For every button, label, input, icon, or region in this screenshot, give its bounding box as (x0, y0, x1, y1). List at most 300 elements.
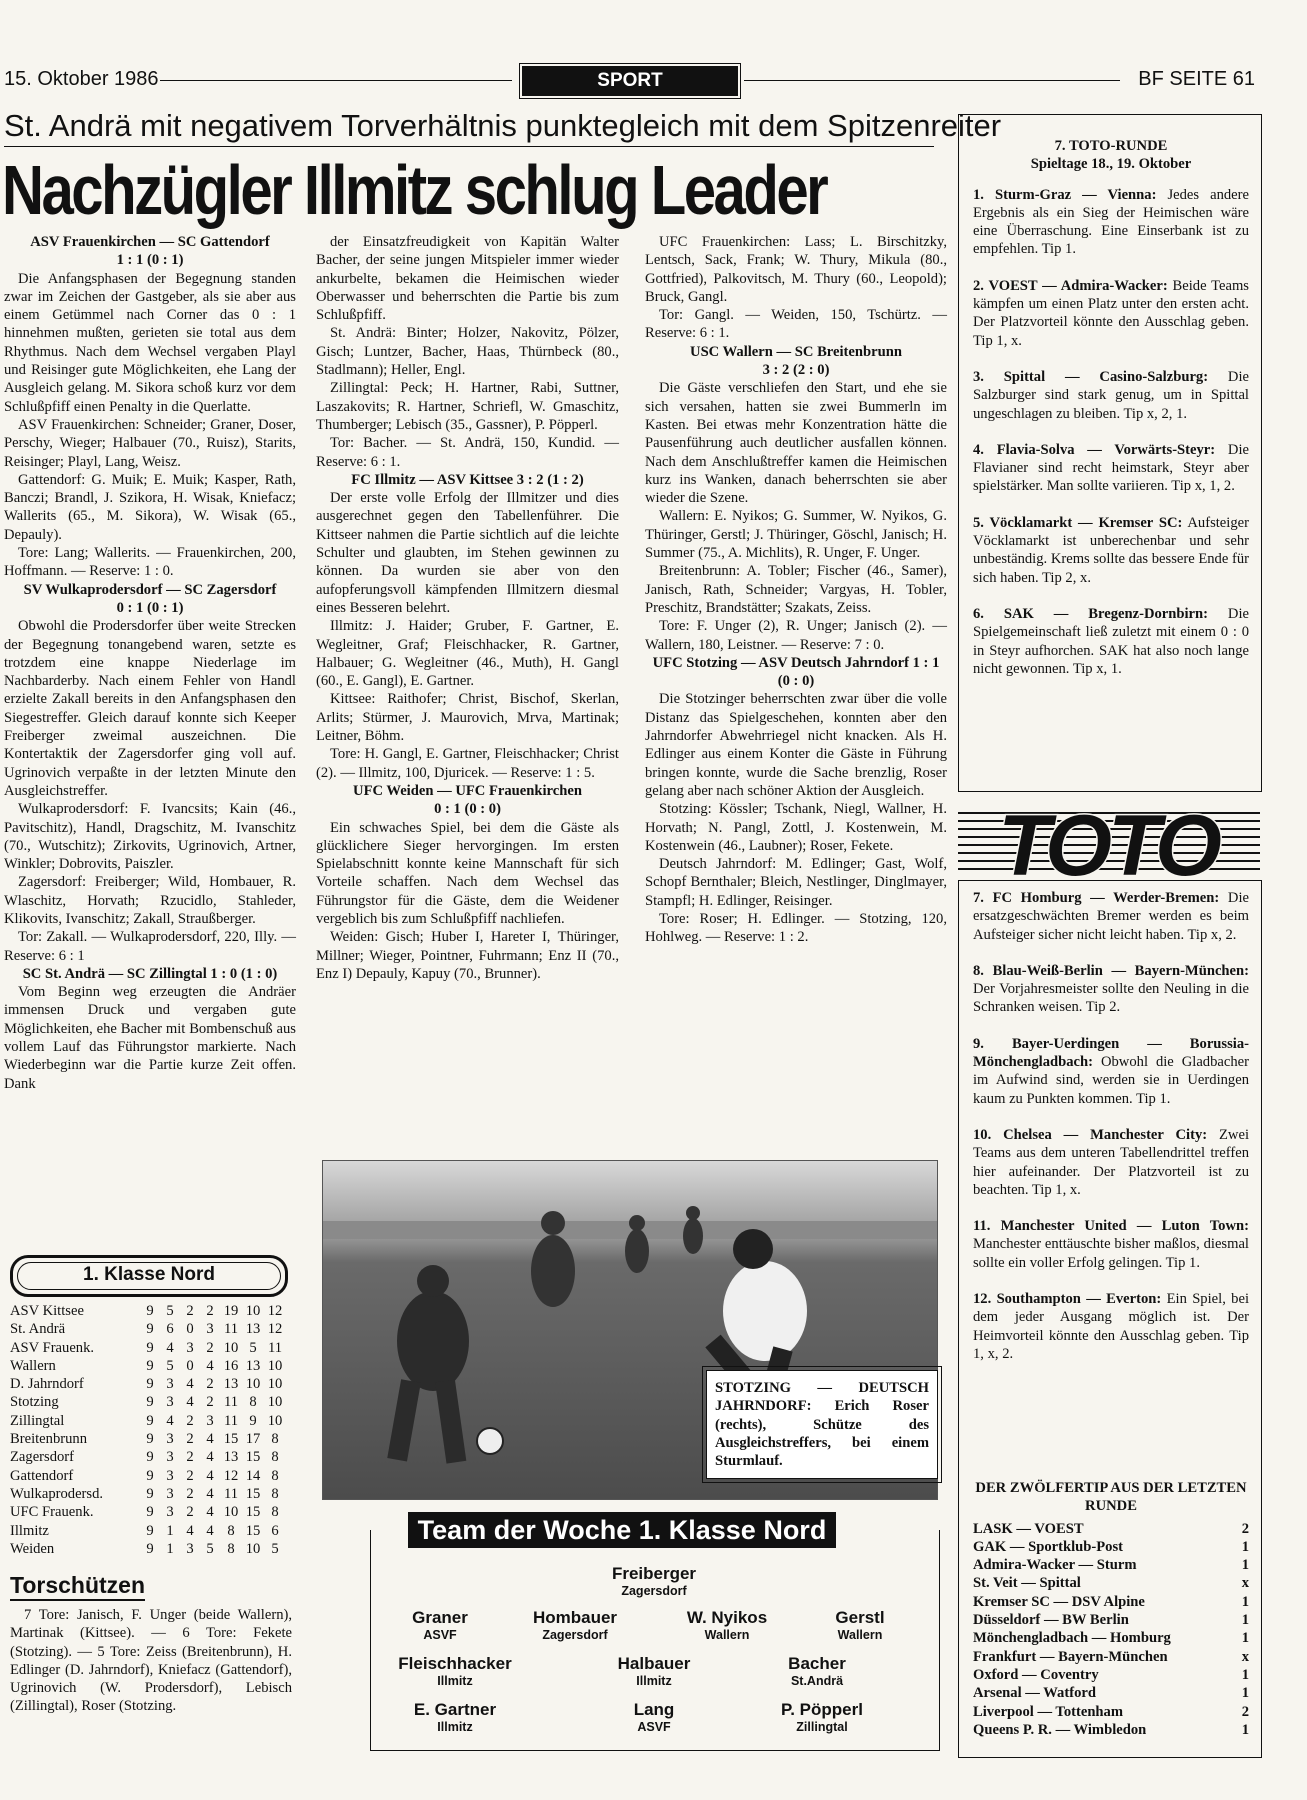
team-stat: 2 (186, 1485, 194, 1502)
standings-row (10, 1540, 286, 1558)
toto-tip (973, 889, 1249, 944)
team-stat: 8 (249, 1394, 257, 1411)
header-rule-right (744, 80, 1120, 81)
twelve-tip-result: 1 (1241, 1557, 1249, 1574)
team-stat: 15 (245, 1449, 261, 1466)
match-title: FC Illmitz — ASV Kittsee 3 : 2 (1 : 2) (351, 471, 584, 488)
toto-tips-bottom (973, 889, 1249, 1381)
team-stat: 16 (223, 1357, 239, 1374)
lineup: Wulkaprodersdorf: F. Ivancsits; Kain (46., Pavitschitz), Handl, Dragschitz, M. Ivanschitz (70., Wutschitz); Zirkovits, Ugrinovich, Artner, Winkler; Dobrovits, Paiszler. (4, 801, 296, 873)
team-stat: 4 (206, 1504, 214, 1521)
standings-title-box (10, 1255, 288, 1297)
toto-round-dates: Spieltage 18., 19. Oktober (1030, 156, 1192, 173)
team-stat: 3 (186, 1540, 194, 1557)
match-goals: Tor: Zakall. — Wulkaprodersdorf, 220, Illy. — Reserve: 6 : 1 (4, 929, 296, 964)
match-goals: Tore: Roser; H. Edlinger. — Stotzing, 120, Hohlweg. — Reserve: 1 : 2. (645, 910, 947, 946)
team-name: Zagersdorf (10, 1449, 75, 1466)
lineup: Wallern: E. Nyikos; G. Summer, W. Nyikos, G. Thüringer, Gerstl; J. Thüringer, Göschl, Janisch; H. Summer (75., A. Michlits), R. Unger, F. Unger. (645, 508, 947, 562)
player-name: Graner (412, 1608, 468, 1627)
article-column-2 (316, 233, 619, 983)
team-name: Weiden (10, 1540, 55, 1557)
twelve-tip-row (973, 1648, 1249, 1666)
toto-tip-match: 1. Sturm-Graz — Vienna: (973, 186, 1157, 203)
team-stat: 9 (146, 1321, 154, 1338)
team-stat: 9 (146, 1449, 154, 1466)
team-stat: 11 (267, 1339, 283, 1356)
toto-tip-text: Aufsteiger Vöcklamarkt ist unberechenbar und sehr unbeständig. Krems sollte das bessere Ende für sich haben. Tip 2, x. (973, 514, 1249, 586)
toto-tip (973, 1217, 1249, 1272)
team-stat: 3 (166, 1467, 174, 1484)
twelve-tip-result: 1 (1241, 1666, 1249, 1683)
team-stat: 9 (146, 1467, 154, 1484)
lineup: Zagersdorf: Freiberger; Wild, Hombauer, R. Wlaschitz, Horvath; Rzucidlo, Stahleder, Klikovits, Ivanschitz; Zakall, Straußberger. (4, 874, 296, 927)
toto-logo-graphic (958, 795, 1260, 880)
lineup: Weiden: Gisch; Huber I, Hareter I, Thüringer, Millner; Wieger, Pointner, Fuhrmann; Enz II (70., Enz I) Depauly, Kapuy (70., Brunner). (316, 929, 619, 982)
team-stat: 5 (206, 1540, 214, 1557)
player-club: Zagersdorf (542, 1628, 608, 1642)
player-club: Wallern (837, 1628, 883, 1642)
team-of-week-title: Team der Woche 1. Klasse Nord (408, 1512, 836, 1548)
twelve-tip-match: Admira-Wacker — Sturm (973, 1557, 1137, 1574)
twelve-tip-row (973, 1520, 1249, 1538)
toto-tip (973, 514, 1249, 587)
team-stat: 9 (146, 1522, 154, 1539)
match-goals: Tore: F. Unger (2), R. Unger; Janisch (2). — Wallern, 180, Leistner. — Reserve: 7 : 0. (645, 618, 947, 653)
team-stat: 8 (271, 1431, 279, 1448)
player-club: ASVF (423, 1628, 457, 1642)
team-stat: 2 (186, 1467, 194, 1484)
twelve-tip-match: Kremser SC — DSV Alpine (973, 1593, 1145, 1610)
team-stat: 3 (166, 1485, 174, 1502)
toto-tip-match: 2. VOEST — Admira-Wacker: (973, 277, 1168, 294)
standings-table (10, 1302, 286, 1558)
toto-box-bottom (958, 880, 1262, 1758)
player-card (370, 1700, 540, 1734)
toto-tip-text: Beide Teams kämpfen um einen Platz unter den ersten acht. Der Platzvorteil könnte den Ausschlag geben. Tip 1, x. (973, 277, 1249, 349)
standings-row (10, 1320, 286, 1338)
twelve-tip-result: 1 (1241, 1538, 1249, 1555)
team-stat: 3 (166, 1376, 174, 1393)
team-stat: 4 (186, 1522, 194, 1539)
player-card (370, 1654, 540, 1688)
standings-row (10, 1503, 286, 1521)
standings-row (10, 1467, 286, 1485)
toto-tip-text: Die ersatzgeschwächten Bremer werden es beim Aufsteiger sicher nicht leicht haben. Tip x, 2. (973, 890, 1249, 943)
team-name: Breitenbrunn (10, 1431, 88, 1448)
toto-tip-text: Manchester enttäuschte bisher maßlos, diesmal sollte ein voller Erfolg gelingen. Tip 1. (973, 1236, 1249, 1271)
team-stat: 3 (206, 1321, 214, 1338)
player-card (370, 1608, 510, 1642)
match-title: UFC Stotzing — ASV Deutsch Jahrndorf 1 : 1 (0 : 0) (652, 654, 940, 690)
team-name: UFC Frauenk. (10, 1504, 94, 1521)
player-card (500, 1608, 650, 1642)
photo-caption: STOTZING — DEUTSCH JAHRNDORF: Erich Roser (rechts), Schütze des Ausgleichstreffers, bei einem Sturmlauf. (706, 1370, 938, 1479)
team-stat: 9 (146, 1376, 154, 1393)
standings-row (10, 1448, 286, 1466)
player-club: Zagersdorf (621, 1584, 687, 1598)
player-name: Fleischhacker (398, 1654, 512, 1673)
team-stat: 13 (223, 1376, 239, 1393)
twelve-tip-match: GAK — Sportklub-Post (973, 1538, 1124, 1555)
match-title: SV Wulkaprodersdorf — SC Zagersdorf (23, 581, 277, 598)
twelve-tip-result: 1 (1241, 1630, 1249, 1647)
section-label: SPORT (522, 66, 738, 96)
match-title: SC St. Andrä — SC Zillingtal 1 : 0 (1 : 0) (22, 965, 278, 982)
player-name: W. Nyikos (686, 1608, 768, 1627)
team-stat: 5 (166, 1303, 174, 1319)
twelve-tip-match: St. Veit — Spittal (973, 1575, 1081, 1592)
player-name: Freiberger (611, 1564, 697, 1583)
header-rule-left (160, 80, 512, 81)
standings-row (10, 1339, 286, 1357)
team-name: Gattendorf (10, 1467, 74, 1484)
twelve-tip-match: Arsenal — Watford (973, 1685, 1096, 1702)
match-goals: Tor: Bacher. — St. Andrä, 150, Kundid. — Reserve: 6 : 1. (316, 435, 619, 470)
twelve-tip-result: 2 (1241, 1520, 1249, 1537)
player-club: Illmitz (437, 1674, 473, 1688)
team-stat: 10 (267, 1376, 283, 1393)
team-stat: 2 (186, 1412, 194, 1429)
toto-tip-match: 5. Vöcklamarkt — Kremser SC: (973, 514, 1183, 531)
team-stat: 8 (271, 1485, 279, 1502)
team-stat: 19 (223, 1303, 239, 1319)
page-number: BF SEITE 61 (1138, 68, 1255, 90)
team-stat: 10 (245, 1376, 261, 1393)
team-stat: 10 (267, 1412, 283, 1429)
scorers-list (10, 1606, 292, 1716)
scorers-text: 7 Tore: Janisch, F. Unger (beide Wallern), Martinak (Kittsee). — 6 Tore: Fekete (Stotzing). — 5 Tore: Zeiss (Breitenbrunn), H. Edlinger (D. Jahrndorf), Kniefacz (Gattendorf), Ugrinovich (W. Prodersdorf), Lebisch (Zillingtal), Roser (Stotzing. (10, 1607, 292, 1715)
player-club: St.Andrä (790, 1674, 844, 1688)
twelve-tip-row (973, 1593, 1249, 1611)
toto-tip-match: 4. Flavia-Solva — Vorwärts-Steyr: (973, 441, 1216, 458)
team-stat: 12 (267, 1321, 283, 1338)
match-report: Obwohl die Prodersdorfer über weite Strecken der Begegnung tonangebend waren, setzte es trotzdem eine knappe Niederlage im Nachbarderby. Nach einem Fehler von Handl erzielte Zakall bereits in den Anfangsphasen den Siegestreffer. Gleich darauf konnte sich Keeper Freiberger zweimal auszeichnen. Die Kontertaktik der Zagersdorfer ging voll auf. Ugrinovich verpaßte in der letzten Minute den Ausgleichstreffer. (4, 618, 296, 799)
toto-tip (973, 1290, 1249, 1363)
player-name: Bacher (788, 1654, 846, 1673)
toto-round-title: 7. TOTO-RUNDE (1054, 138, 1168, 154)
toto-tip-match: 3. Spittal — Casino-Salzburg: (973, 368, 1209, 385)
toto-tip-text: Ein Spiel, bei dem jeder Ausgang möglich ist. Der Heimvorteil könnte den Ausschlag geben. Tip 1, x, 2. (973, 1291, 1249, 1362)
team-stat: 4 (206, 1522, 214, 1539)
team-stat: 11 (223, 1485, 239, 1502)
team-stat: 12 (223, 1467, 239, 1484)
twelve-tip-row (973, 1666, 1249, 1684)
team-stat: 4 (166, 1339, 174, 1356)
team-stat: 5 (166, 1357, 174, 1374)
team-stat: 4 (166, 1412, 174, 1429)
twelve-tip-match: Liverpool — Tottenham (973, 1703, 1124, 1720)
team-stat: 8 (271, 1504, 279, 1521)
twelve-tip-row (973, 1574, 1249, 1592)
team-stat: 2 (186, 1504, 194, 1521)
team-stat: 2 (206, 1303, 214, 1319)
page-header (0, 66, 1307, 94)
team-stat: 9 (146, 1357, 154, 1374)
lineup: Zillingtal: Peck; H. Hartner, Rabi, Suttner, Laszakovits; R. Hartner, Schriefl, W. Gmaschitz, Thumberger; Lebisch (35., Gassner), P. Pöpperl. (316, 380, 619, 433)
toto-tip (973, 962, 1249, 1017)
twelve-tip-row (973, 1703, 1249, 1721)
twelve-tip-row (973, 1611, 1249, 1629)
team-stat: 4 (186, 1376, 194, 1393)
team-name: D. Jahrndorf (10, 1376, 84, 1393)
scorers-heading: Torschützen (10, 1572, 145, 1601)
team-stat: 9 (249, 1412, 257, 1429)
team-stat: 13 (245, 1321, 261, 1338)
toto-tip-text: Jedes andere Ergebnis als ein Sieg der Heimischen wäre eine Überraschung. Eine Einserbank ist zu empfehlen. Tip 1. (973, 186, 1249, 258)
team-stat: 0 (186, 1357, 194, 1374)
team-stat: 3 (166, 1449, 174, 1466)
lineup: St. Andrä: Binter; Holzer, Nakovitz, Pölzer, Gisch; Luntzer, Bacher, Haas, Thürnbeck (80., Stadlmann); Heller, Engl. (316, 325, 619, 379)
article-column-3 (645, 233, 947, 947)
toto-tip-match: 6. SAK — Bregenz-Dornbirn: (973, 605, 1208, 622)
team-name: Wallern (10, 1357, 56, 1374)
player-name: Gerstl (835, 1608, 885, 1627)
team-name: Wulkaprodersd. (10, 1485, 104, 1502)
team-stat: 2 (186, 1431, 194, 1448)
twelve-tip-result: 1 (1241, 1593, 1249, 1610)
issue-date: 15. Oktober 1986 (4, 68, 159, 90)
twelve-tip-row (973, 1721, 1249, 1739)
standings-row (10, 1485, 286, 1503)
team-stat: 9 (146, 1540, 154, 1557)
toto-tip (973, 1126, 1249, 1199)
lineup: UFC Frauenkirchen: Lass; L. Birschitzky, Lentsch, Sack, Frank; W. Thury, Mikula (80., Gottfried), Palkovitsch, M. Thury (60., Leopold); Bruck, Gangl. (645, 234, 947, 305)
twelve-tip-row (973, 1629, 1249, 1647)
team-of-week-players (370, 1550, 938, 1750)
toto-tips-top (973, 137, 1249, 696)
twelve-tip-match: Queens P. R. — Wimbledon (973, 1721, 1147, 1738)
lineup: Kittsee: Raithofer; Christ, Bischof, Skerlan, Arlits; Stürmer, J. Maurovich, Mrva, Martinak; Leitner, Böhm. (316, 691, 619, 745)
twelve-tip-table (973, 1520, 1249, 1740)
standings-row (10, 1393, 286, 1411)
team-stat: 3 (166, 1431, 174, 1448)
player-card (742, 1700, 902, 1734)
standings-row (10, 1522, 286, 1540)
standings-row (10, 1375, 286, 1393)
team-stat: 3 (166, 1394, 174, 1411)
player-club: Wallern (704, 1628, 750, 1642)
team-stat: 3 (206, 1412, 214, 1429)
team-stat: 9 (146, 1394, 154, 1411)
twelve-tip-result: 1 (1241, 1721, 1249, 1738)
team-stat: 8 (227, 1522, 235, 1539)
standings-row (10, 1430, 286, 1448)
team-stat: 13 (223, 1449, 239, 1466)
team-stat: 2 (186, 1303, 194, 1319)
match-goals: Tore: H. Gangl, E. Gartner, Fleischhacker; Christ (2). — Illmitz, 100, Djuricek. — Reserve: 1 : 5. (316, 746, 619, 781)
lineup: Breitenbrunn: A. Tobler; Fischer (46., Samer), Janisch, Rath, Schneider; Vargyas, H. Tobler, Preschitz, Brandstätter; Szakats, Zeiss. (645, 563, 947, 616)
twelve-tip-title: DER ZWÖLFERTIP AUS DER LETZTEN RUNDE (975, 1480, 1247, 1515)
toto-tip (973, 1035, 1249, 1108)
twelve-tip-result: x (1241, 1648, 1249, 1665)
toto-logo (958, 795, 1260, 880)
team-stat: 10 (245, 1303, 261, 1319)
team-stat: 10 (267, 1394, 283, 1411)
team-stat: 2 (186, 1449, 194, 1466)
player-card (574, 1700, 734, 1734)
toto-tip (973, 441, 1249, 496)
toto-tip-text: Obwohl die Gladbacher im Aufwind sind, werden sie in Uerdingen kaum zu Punkten kommen. Tip 1. (973, 1054, 1249, 1107)
standings-title: 1. Klasse Nord (17, 1262, 281, 1290)
toto-tip-text: Die Spielgemeinschaft ließ zuletzt mit einem 0 : 0 in Steyr aufhorchen. SAK hat also noch lange nicht gewonnen. Tip x, 1. (973, 605, 1249, 677)
toto-tip-match: 12. Southampton — Everton: (973, 1291, 1162, 1308)
team-stat: 4 (206, 1467, 214, 1484)
headline: Nachzügler Illmitz schlug Leader (2, 151, 827, 229)
team-stat: 10 (245, 1540, 261, 1557)
team-stat: 8 (271, 1467, 279, 1484)
team-stat: 3 (166, 1504, 174, 1521)
twelve-tip-match: Mönchengladbach — Homburg (973, 1630, 1171, 1647)
twelve-tip-result: 1 (1241, 1685, 1249, 1702)
player-name: Lang (633, 1700, 675, 1719)
match-report: Die Anfangsphasen der Begegnung standen zwar im Zeichen der Gastgeber, als sie aber aus einem Getümmel nach Corner das 0 : 1 hinnehmen mußten, gerieten sie total aus dem Rhythmus. Nach dem Wechsel vergaben Playl und Reisinger gute Möglichkeiten, ehe Lang der Ausgleich gelang. M. Sikora schoß kurz vor dem Schlußpfiff einen Penalty in die Querlatte. (4, 270, 296, 415)
team-stat: 10 (267, 1357, 283, 1374)
team-stat: 5 (271, 1540, 279, 1557)
match-score: 0 : 1 (0 : 1) (116, 599, 184, 616)
team-stat: 15 (245, 1522, 261, 1539)
team-name: Zillingtal (10, 1412, 65, 1429)
match-report: Vom Beginn weg erzeugten die Andräer immensen Druck und vergaben gute Möglichkeiten, ehe Bacher mit Bombenschuß aus vollem Lauf das Führungstor markierte. Nach Wiederbeginn war die Partie kurze Zeit offen. Dank (4, 984, 296, 1092)
team-stat: 5 (249, 1339, 257, 1356)
team-stat: 12 (267, 1303, 283, 1319)
team-stat: 3 (186, 1339, 194, 1356)
match-goals: Tor: Gangl. — Weiden, 150, Tschürtz. — Reserve: 6 : 1. (645, 307, 947, 342)
team-stat: 9 (146, 1339, 154, 1356)
team-stat: 14 (245, 1467, 261, 1484)
player-name: Hombauer (532, 1608, 618, 1627)
team-stat: 9 (146, 1303, 154, 1319)
match-title: ASV Frauenkirchen — SC Gattendorf (30, 234, 270, 250)
toto-logo-text: TOTO (998, 798, 1218, 880)
team-stat: 11 (223, 1321, 239, 1338)
team-name: Stotzing (10, 1394, 59, 1411)
team-stat: 11 (223, 1394, 239, 1411)
twelve-tip-result: 2 (1241, 1703, 1249, 1720)
standings-row (10, 1302, 286, 1320)
match-report: Der erste volle Erfolg der Illmitzer und dies ausgerechnet gegen den Tabellenführer. Die Kittseer nahmen die Partie sichtlich auf die leichte Schulter und glaubten, im Stehen gewinnen zu können. Da wurden sie aber von den aufopferungsvoll kämpfenden Illmitzern diesmal eines Besseren belehrt. (316, 490, 619, 616)
team-stat: 9 (146, 1431, 154, 1448)
team-stat: 11 (223, 1412, 239, 1429)
twelve-tip-match: Frankfurt — Bayern-München (973, 1648, 1168, 1665)
match-report: Ein schwaches Spiel, bei dem die Gäste als glücklichere Sieger hervorgingen. Im ersten Spielabschnitt konnte keine Mannschaft für sich Vorteile schaffen. Nach dem Wechsel das Führungstor für die Gäste, dem die Weidener vergeblich bis zum Schlußpfiff nachliefen. (316, 819, 619, 927)
standings-row (10, 1357, 286, 1375)
match-report: der Einsatzfreudigkeit von Kapitän Walter Bacher, der seine jungen Mitspieler immer wieder ankurbelte, bekamen die Heimischen wieder Oberwasser und beherrschten die Partie bis zum Schlußpfiff. (316, 234, 619, 324)
team-stat: 8 (271, 1449, 279, 1466)
player-card (574, 1654, 734, 1688)
player-card (790, 1608, 930, 1642)
lineup: Gattendorf: G. Muik; E. Muik; Kasper, Rath, Banczi; Brandl, J. Szikora, H. Wisak, Kniefacz; Wallerits (65., M. Sikora), W. Wisak (65., Depauly). (4, 471, 296, 543)
toto-tip (973, 605, 1249, 678)
toto-tip-text: Zwei Teams aus dem unteren Tabellendrittel treffen hier aufeinander. Der Platzvorteil ist zu beachten. Tip 1, x. (973, 1126, 1249, 1198)
team-stat: 6 (271, 1522, 279, 1539)
match-score: 3 : 2 (2 : 0) (762, 362, 830, 379)
team-stat: 1 (166, 1540, 174, 1557)
twelve-tip-row (973, 1684, 1249, 1702)
team-stat: 6 (166, 1321, 174, 1338)
player-name: Halbauer (617, 1654, 691, 1673)
team-stat: 2 (206, 1376, 214, 1393)
toto-tip (973, 368, 1249, 423)
toto-tip-match: 8. Blau-Weiß-Berlin — Bayern-München: (973, 962, 1249, 979)
twelve-tip-row (973, 1556, 1249, 1574)
player-club: ASVF (637, 1720, 671, 1734)
team-name: ASV Kittsee (10, 1303, 84, 1319)
match-report: Die Gäste verschliefen den Start, und ehe sie sich versahen, hatten sie zwei Bummerln im Kasten. Bei etwas mehr Konzentration hätte die Pausenführung auch deutlicher ausfallen können. Nach dem Anschlußtreffer kamen die Heimischen kurz ins Wanken, danach beherrschten sie aber wieder die Szene. (645, 380, 947, 507)
player-club: Illmitz (636, 1674, 672, 1688)
team-stat: 4 (186, 1394, 194, 1411)
toto-tip-match: 7. FC Homburg — Werder-Bremen: (973, 890, 1220, 906)
team-stat: 9 (146, 1504, 154, 1521)
team-stat: 10 (223, 1339, 239, 1356)
team-stat: 15 (223, 1431, 239, 1448)
match-title: USC Wallern — SC Breitenbrunn (690, 343, 902, 360)
match-score: 0 : 1 (0 : 0) (434, 801, 501, 818)
team-stat: 10 (223, 1504, 239, 1521)
twelve-tip-row (973, 1538, 1249, 1556)
player-club: Zillingtal (796, 1720, 848, 1734)
team-stat: 4 (206, 1357, 214, 1374)
subheadline-rule (4, 146, 934, 147)
team-stat: 15 (245, 1485, 261, 1502)
lineup: ASV Frauenkirchen: Schneider; Graner, Doser, Perschy, Wieger; Halbauer (70., Ruisz), Starits, Reisinger; Playl, Lang, Weisz. (4, 416, 296, 470)
subheadline: St. Andrä mit negativem Torverhältnis punktegleich mit dem Spitzenreiter (4, 108, 1002, 143)
team-stat: 2 (206, 1394, 214, 1411)
team-stat: 2 (206, 1339, 214, 1356)
player-card (652, 1608, 802, 1642)
standings-row (10, 1412, 286, 1430)
toto-tip-match: 10. Chelsea — Manchester City: (973, 1126, 1208, 1143)
match-goals: Tore: Lang; Wallerits. — Frauenkirchen, 200, Hoffmann. — Reserve: 1 : 0. (4, 545, 296, 580)
toto-tip (973, 277, 1249, 350)
team-stat: 8 (227, 1540, 235, 1557)
toto-tip-match: 11. Manchester United — Luton Town: (973, 1218, 1249, 1235)
team-stat: 4 (206, 1485, 214, 1502)
player-card (574, 1564, 734, 1598)
team-name: St. Andrä (10, 1321, 66, 1338)
team-name: ASV Frauenk. (10, 1339, 95, 1356)
twelve-tip-result: x (1241, 1575, 1249, 1592)
match-report: Die Stotzinger beherrschten zwar über die volle Distanz das Spielgeschehen, konnten aber den Jahrndorfer Abwehrriegel nicht knacken. Als H. Edlinger aus einem Konter die Gäste in Führung bringen konnte, wurde die Sache brenzlig, Roser gelang aber nach schöner Aktion der Ausgleich. (645, 691, 947, 799)
team-stat: 0 (186, 1321, 194, 1338)
player-club: Illmitz (437, 1720, 473, 1734)
lineup: Deutsch Jahrndorf: M. Edlinger; Gast, Wolf, Schopf Bernthaler; Bleich, Nestlinger, Dinglmayer, Stampfl; H. Edlinger, Reisinger. (645, 856, 947, 909)
twelve-tip-match: LASK — VOEST (973, 1520, 1084, 1537)
lineup: Stotzing: Kössler; Tschank, Niegl, Wallner, H. Horvath; N. Pangl, Zottl, J. Kostenwein, M. Kostenwein (46., Laubner); Roser, Fekete. (645, 801, 947, 854)
team-stat: 9 (146, 1412, 154, 1429)
player-name: P. Pöpperl (781, 1700, 863, 1719)
toto-tip-text: Die Salzburger sind stark genug, um in Spittal ungeschlagen zu bleiben. Tip x, 2, 1. (973, 368, 1249, 422)
article-column-1 (4, 233, 296, 1093)
toto-tip-text: Die Flavianer sind recht heimstark, Steyr aber spielstärker. Man sollte variieren. Tip x, 1, 2. (973, 441, 1249, 495)
team-stat: 1 (166, 1522, 174, 1539)
lineup: Illmitz: J. Haider; Gruber, F. Gartner, E. Wegleitner, Graf; Fleischhacker, R. Gartner, Halbauer; G. Wegleitner (46., Muth), H. Gangl (60., E. Gangl), E. Gartner. (316, 618, 619, 690)
twelve-tip-match: Düsseldorf — BW Berlin (973, 1612, 1129, 1629)
toto-tip-text: Der Vorjahresmeister sollte den Neuling in die Schranken weisen. Tip 2. (973, 981, 1249, 1016)
match-title: UFC Weiden — UFC Frauenkirchen (353, 782, 582, 799)
twelve-tip-match: Oxford — Coventry (973, 1666, 1099, 1683)
team-name: Illmitz (10, 1522, 49, 1539)
toto-tip-match: 9. Bayer-Uerdingen — Borussia-Mönchengladbach: (973, 1035, 1249, 1071)
twelve-tip-result: 1 (1241, 1612, 1249, 1629)
team-stat: 4 (206, 1449, 214, 1466)
player-card (742, 1654, 892, 1688)
match-score: 1 : 1 (0 : 1) (116, 252, 184, 269)
twelve-tip-section (973, 1479, 1249, 1739)
team-stat: 9 (146, 1485, 154, 1502)
team-stat: 13 (245, 1357, 261, 1374)
toto-box-top (958, 114, 1262, 792)
team-stat: 17 (245, 1431, 261, 1448)
